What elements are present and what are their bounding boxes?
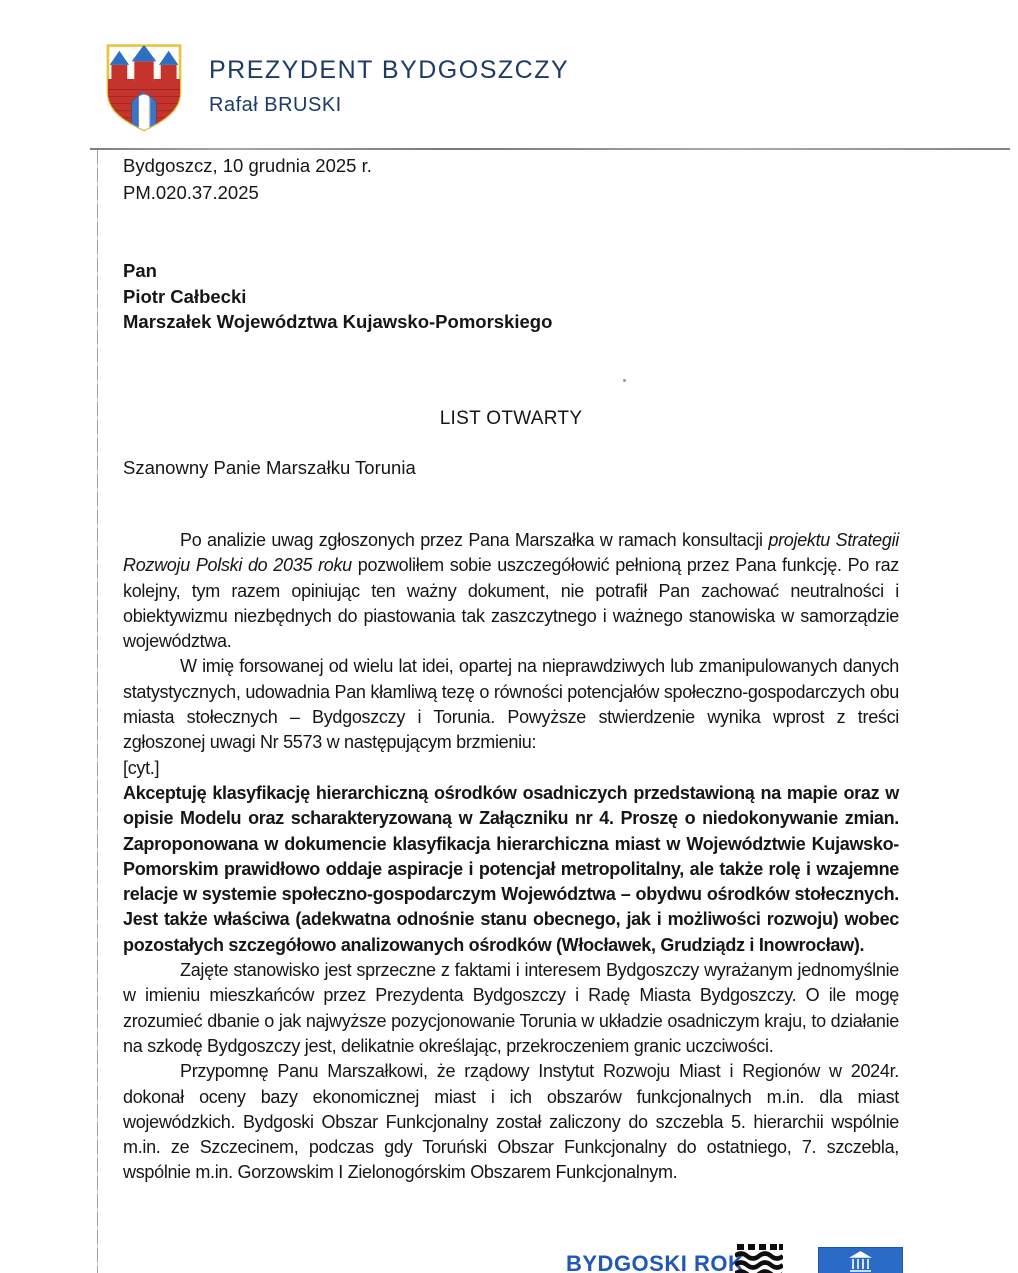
office-title: PREZYDENT BYDGOSZCZY	[209, 56, 570, 84]
letterhead	[209, 56, 569, 117]
scan-fold-line	[97, 150, 98, 1273]
case-number: PM.020.37.2025	[123, 182, 259, 203]
paragraph-1-text: Po analizie uwag zgłoszonych przez Pana Marszałka w ramach konsultacji	[180, 530, 769, 550]
scan-artifact-dot	[623, 379, 626, 382]
quote-marker: [cyt.]	[123, 757, 160, 778]
place-and-date: Bydgoszcz, 10 grudnia 2025 r.	[123, 155, 372, 176]
bydgoszcz-heritage-waves-icon	[735, 1244, 783, 1273]
addressee-title: Marszałek Województwa Kujawsko-Pomorskiego	[123, 311, 553, 332]
paragraph-1-text-after: pozwoliłem sobie uszczegółowić pełnioną przez Pana funkcję. Po raz kolejny, tym razem opiniując ten ważny dokument, nie potrafił Pan zachować neutralności i obiektywizmu niezbędnych do piastowania tak zaszczytnego i ważnego stanowiska w samorządzie województwa.	[123, 555, 900, 652]
paragraph-1	[123, 528, 899, 654]
addressee-block	[123, 258, 899, 335]
paragraph-4: Przypomnę Panu Marszałkowi, że rządowy Instytut Rozwoju Miast i Regionów w 2024r. dokonał oceny bazy ekonomicznej miast i ich obszarów funkcjonalnych m.in. dla miast wojewódzkich. Bydgoski Obszar Funkcjonalny został zaliczony do szczebla 5. hierarchii wspólnie m.in. ze Szczecinem, podczas gdy Toruński Obszar Funkcjonalny do ostatniego, 7. szczebla, wspólnie m.in. Gorzowskim I Zielonogórskim Obszarem Funkcjonalnym.	[123, 1061, 899, 1183]
office-holder-name: Rafał BRUSKI	[209, 94, 342, 116]
paragraph-3: Zajęte stanowisko jest sprzeczne z faktami i interesem Bydgoszczy wyrażanym jednomyślnie w imieniu mieszkańców przez Prezydenta Bydgoszczy i Radę Miasta Bydgoszczy. O ile mogę zrozumieć dbanie o jak najwyższe pozycjonowanie Torunia w układzie osadniczym kraju, to działanie na szkodę Bydgoszczy jest, delikatnie określając, przekroczeniem granic uczciwości.	[123, 960, 899, 1056]
unesco-emblem-icon	[818, 1247, 903, 1273]
bydgoski-rok-label: BYDGOSKI ROK	[566, 1251, 745, 1273]
date-block	[123, 152, 899, 206]
letter-heading: LIST OTWARTY	[439, 408, 583, 429]
quoted-remark: Akceptuję klasyfikację hierarchiczną ośrodków osadniczych przedstawioną na mapie oraz w opisie Modelu oraz scharakteryzowaną w Załączniku nr 4. Proszę o niedokonywanie zmian. Zaproponowana w dokumencie klasyfikacja hierarchiczna miast w Województwie Kujawsko-Pomorskim prawidłowo oddaje aspiracje i potencjał metropolitalny, ale także rolę i wzajemne relacje w systemie społeczno-gospodarczym Województwa – obydwu ośrodków stołecznych. Jest także właściwa (adekwatna odnośnie stanu obecnego, jak i możliwości rozwoju) wobec pozostałych szczegółowo analizowanych ośrodków (Włocławek, Grudziądz i Inowrocław).	[123, 782, 899, 955]
paragraph-2: W imię forsowanej od wielu lat idei, opartej na nieprawdziwych lub zmanipulowanych danych statystycznych, udowadnia Pan kłamliwą tezę o równości potencjałów społeczno-gospodarczych obu miasta stołecznych – Bydgoszczy i Torunia. Powyższe stwierdzenie wynika wprost z treści zgłoszonej uwagi Nr 5573 w następującym brzmieniu:	[123, 656, 899, 753]
bydgoszcz-coat-of-arms-icon	[100, 38, 188, 134]
salutation: Szanowny Panie Marszałku Torunia	[123, 457, 416, 478]
addressee-honorific: Pan	[123, 260, 157, 281]
addressee-name: Piotr Całbecki	[123, 285, 247, 307]
letter-body	[123, 528, 899, 1186]
letterhead-divider	[90, 148, 1010, 150]
paragraph-1-italic-title: projektu Strategii Rozwoju Polski do 2035 roku	[123, 530, 899, 576]
